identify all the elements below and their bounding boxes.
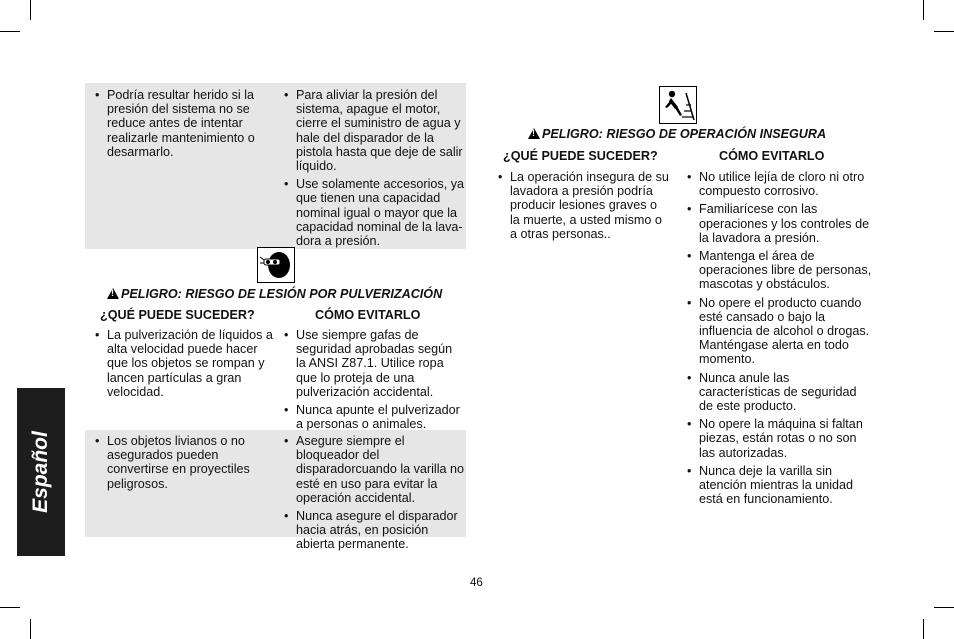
column-header-what: ¿QUÉ PUEDE SUCEDER? [503,149,658,163]
list-item: • No opere la máquina si faltan piezas, están rotas o no son las autorizadas. [687,417,872,460]
crop-mark [30,619,31,639]
list-item: • Use siempre gafas de seguridad aprobadas según la ANSI Z87.1. Utilice ropa que lo proteja de una pulverización accidental. [284,328,464,399]
list-item: • Use solamente accesorios, ya que tienen una capacidad nominal igual o mayor que la capacidad nominal de la lava-dora a presión. [284,177,464,248]
crop-mark [923,619,924,639]
block3-how-column [284,434,466,556]
crop-mark [923,0,924,20]
right-what-column [498,170,670,245]
crop-mark [934,607,954,608]
block1-how-column [284,88,464,252]
list-item: • No opere el producto cuando esté cansado o bajo la influencia de alcohol o drogas. Manténgase alerta en todo momento. [687,296,872,367]
block2-what-column [95,328,273,403]
list-item: • Nunca deje la varilla sin atención mientras la unidad está en funcionamiento. [687,464,872,507]
danger-title-unsafe-operation: !PELIGRO: RIESGO DE OPERACIÓN INSEGURA [528,127,826,141]
list-item: • Los objetos livianos o no asegurados pueden convertirse en proyectiles peligrosos. [95,434,263,491]
list-item: • Mantenga el área de operaciones libre de personas, mascotas y obstáculos. [687,249,872,292]
unsafe-operation-icon [659,86,697,124]
page-number: 46 [470,577,483,589]
list-item: • La pulverización de líquidos a alta velocidad puede hacer que los objetos se rompan y lancen partículas a gran velocidad. [95,328,273,399]
block3-what-column [95,434,263,495]
list-item: • Nunca anule las características de seguridad de este producto. [687,371,872,414]
list-item: • Nunca apunte el pulverizador a personas o animales. [284,403,464,431]
danger-title-spray: !PELIGRO: RIESGO DE LESIÓN POR PULVERIZACIÓN [107,287,442,301]
list-item: • Familiarícese con las operaciones y los controles de la lavadora a presión. [687,202,872,245]
eye-protection-icon [257,247,295,283]
column-header-what: ¿QUÉ PUEDE SUCEDER? [100,308,255,322]
right-how-column [687,170,872,510]
list-item: • Asegure siempre el bloqueador del disparadorcuando la varilla no esté en uso para evitar la operación accidental. [284,434,466,505]
list-item: • No utilice lejía de cloro ni otro compuesto corrosivo. [687,170,872,198]
column-header-how: CÓMO EVITARLO [719,149,825,163]
list-item: • Podría resultar herido si la presión del sistema no se reduce antes de intentar realizarle mantenimiento o desarmarlo. [95,88,263,159]
language-tab-label: Español [28,431,52,513]
crop-mark [30,0,31,20]
language-side-tab [17,388,65,556]
warning-icon [528,128,540,139]
crop-mark [934,31,954,32]
crop-mark [0,607,20,608]
block1-what-column [95,88,263,163]
list-item: • Para aliviar la presión del sistema, apague el motor, cierre el suministro de agua y hale del disparador de la pistola hasta que deje de salir líquido. [284,88,464,173]
warning-icon [107,288,119,299]
list-item: • Nunca asegure el disparador hacia atrás, en posición abierta permanente. [284,509,466,552]
list-item: • La operación insegura de su lavadora a presión podría producir lesiones graves o la muerte, a usted mismo o a otras personas.. [498,170,670,241]
column-header-how: CÓMO EVITARLO [315,308,421,322]
crop-mark [0,31,20,32]
block2-how-column [284,328,464,435]
